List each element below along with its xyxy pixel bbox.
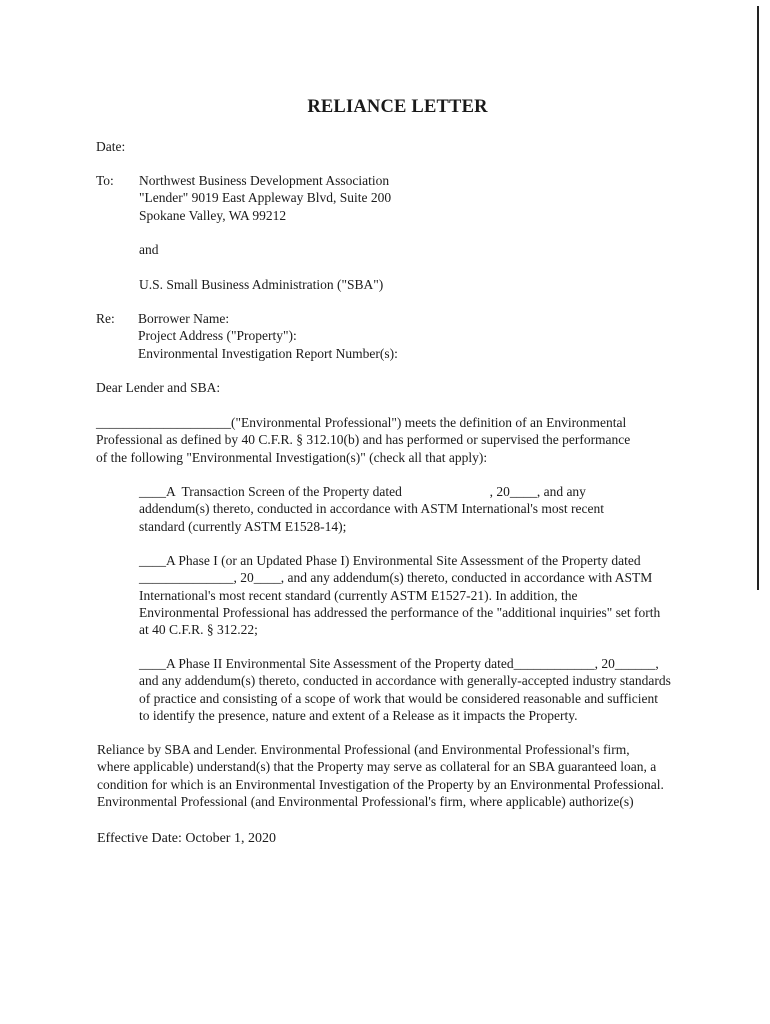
reliance-paragraph <box>97 741 664 810</box>
intro-paragraph <box>96 414 630 466</box>
re-field: Project Address ("Property"): <box>138 328 297 344</box>
paragraph-line: of the following "Environmental Investigation(s)" (check all that apply): <box>96 449 488 465</box>
paragraph-line: ____________________("Environmental Professional") meets the definition of an Environmental <box>96 415 627 430</box>
and-text: and <box>139 242 159 257</box>
paragraph-line: Reliance by SBA and Lender. Environmental Professional (and Environmental Professional's firm, <box>97 742 630 757</box>
paragraph-line: of practice and consisting of a scope of work that would be considered reasonable and sufficient <box>139 690 658 706</box>
paragraph-line: standard (currently ASTM E1528-14); <box>139 518 347 534</box>
paragraph-line: condition for which is an Environmental Investigation of the Property by an Environmental Professional. <box>97 776 664 792</box>
to-label: To: <box>96 173 114 188</box>
re-field: Borrower Name: <box>138 311 230 326</box>
paragraph-line: ____A Transaction Screen of the Property dated , 20____, and any <box>139 484 586 499</box>
paragraph-line: and any addendum(s) thereto, conducted in accordance with generally-accepted industry standards <box>139 673 671 689</box>
paragraph-line: International's most recent standard (currently ASTM E1527-21). In addition, the <box>139 587 578 603</box>
recipient-line: Northwest Business Development Association <box>139 173 390 188</box>
option-phase-one <box>139 552 660 638</box>
effective-date: Effective Date: October 1, 2020 <box>97 831 276 846</box>
date-label: Date: <box>96 139 126 154</box>
paragraph-line: addendum(s) thereto, conducted in accordance with ASTM International's most recent <box>139 501 605 517</box>
paragraph-line: ______________, 20____, and any addendum(s) thereto, conducted in accordance with ASTM <box>139 570 653 586</box>
recipient-line: "Lender" 9019 East Appleway Blvd, Suite 200 <box>139 190 392 206</box>
paragraph-line: where applicable) understand(s) that the Property may serve as collateral for an SBA guaranteed loan, a <box>97 759 657 775</box>
salutation: Dear Lender and SBA: <box>96 380 221 395</box>
page-edge-line <box>757 6 759 590</box>
paragraph-line: to identify the presence, nature and extent of a Release as it impacts the Property. <box>139 707 578 723</box>
re-label: Re: <box>96 311 115 326</box>
paragraph-line: ____A Phase I (or an Updated Phase I) Environmental Site Assessment of the Property dated <box>139 553 641 568</box>
document-title: RELIANCE LETTER <box>307 97 488 117</box>
paragraph-line: Environmental Professional has addressed the performance of the "additional inquiries" set forth <box>139 604 661 620</box>
recipient-line: Spokane Valley, WA 99212 <box>139 207 287 223</box>
paragraph-line: at 40 C.F.R. § 312.22; <box>139 622 258 638</box>
paragraph-line: ____A Phase II Environmental Site Assessment of the Property dated____________, 20______, <box>139 656 659 671</box>
recipient-address <box>139 172 391 224</box>
re-fields <box>138 310 398 362</box>
sba-line: U.S. Small Business Administration ("SBA") <box>139 277 384 292</box>
paragraph-line: Environmental Professional (and Environmental Professional's firm, where applicable) authorize(s) <box>97 793 634 809</box>
paragraph-line: Professional as defined by 40 C.F.R. § 312.10(b) and has performed or supervised the performance <box>96 432 631 448</box>
re-field: Environmental Investigation Report Number(s): <box>138 345 398 361</box>
option-transaction-screen <box>139 483 604 535</box>
option-phase-two <box>139 655 671 724</box>
